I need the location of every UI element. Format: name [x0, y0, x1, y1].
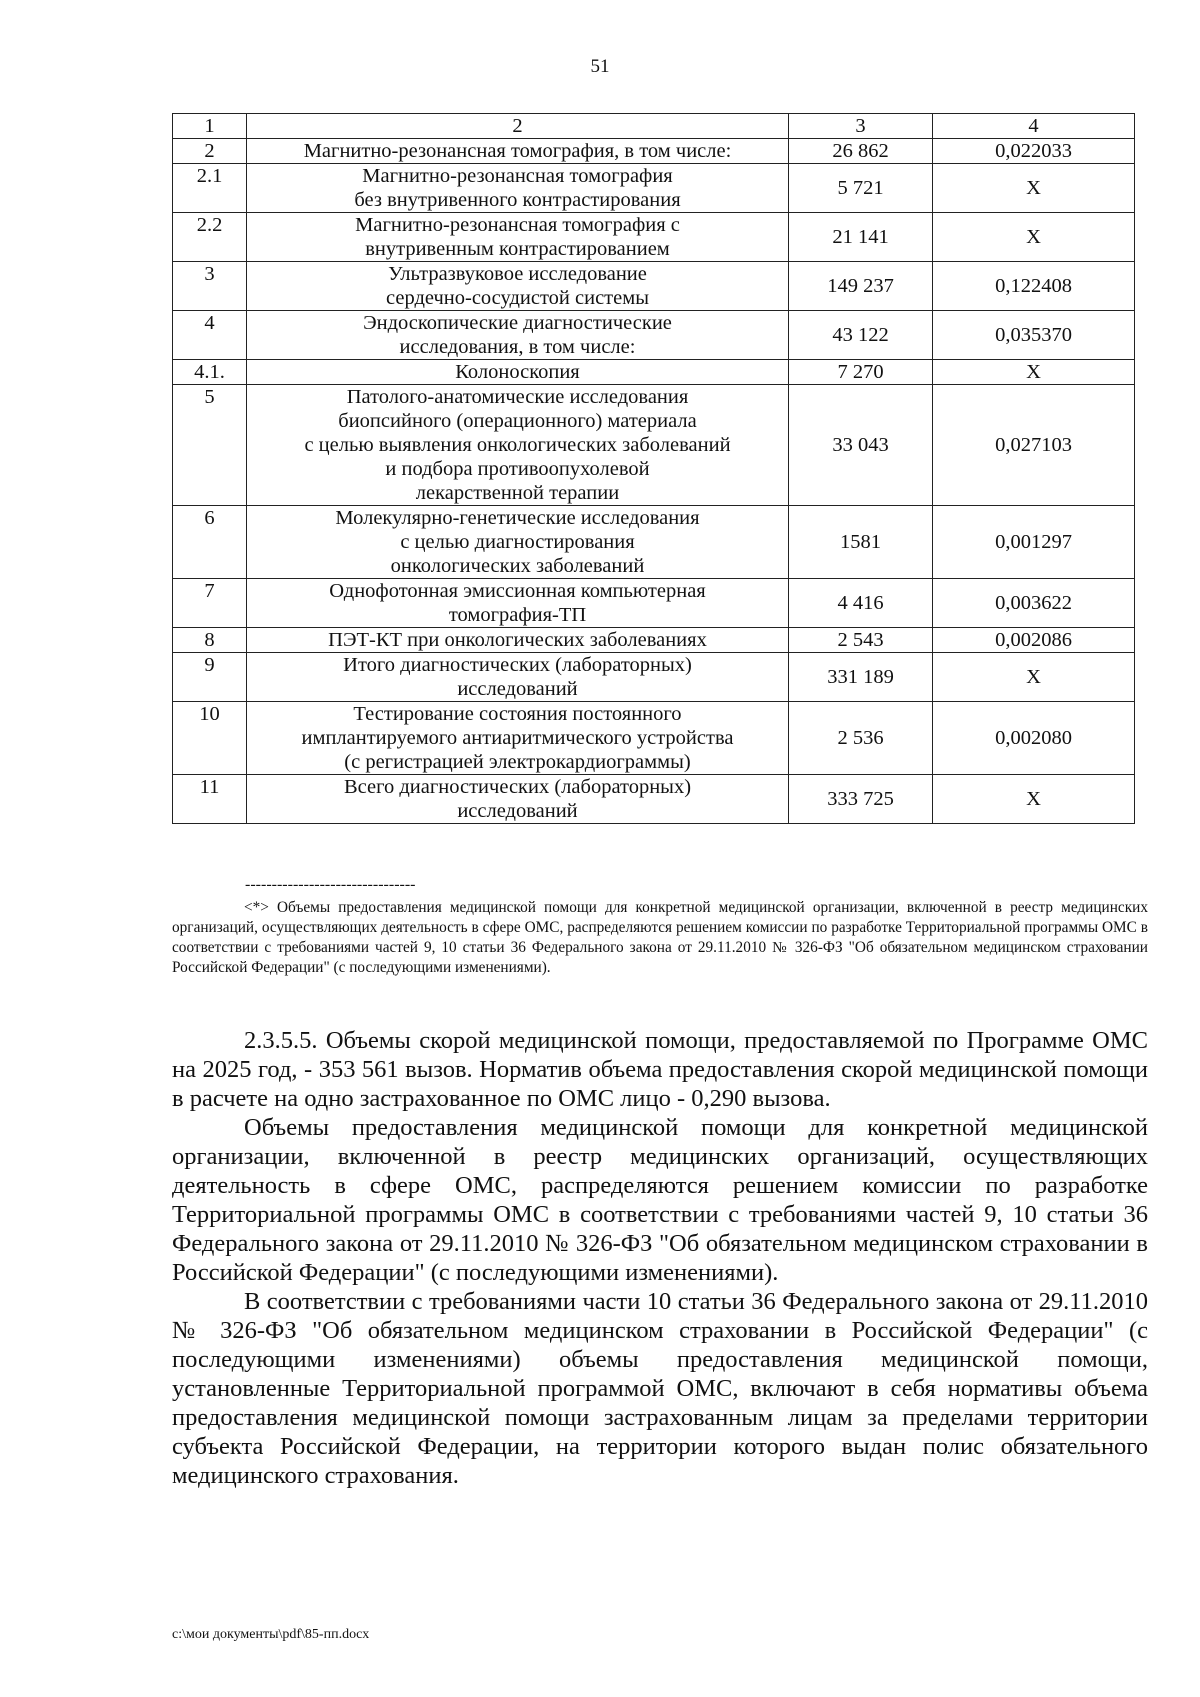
row-number-cell: 4.1. [173, 360, 247, 385]
row-value-cell: 26 862 [789, 139, 933, 164]
footer-file-path: c:\мои документы\pdf\85-пп.docx [172, 1627, 370, 1642]
table-row [173, 385, 1135, 506]
table-row [173, 702, 1135, 775]
paragraph-legal-requirements: В соответствии с требованиями части 10 статьи 36 Федерального закона от 29.11.2010 № 326-ФЗ "Об обязательном медицинском страховании в Российской Федерации" (с последующими изменениями) объемы предоставления медицинской помощи, установленные Территориальной программой ОМС, включают в себя нормативы объема предоставления медицинской помощи застрахованным лицам за пределами территории субъекта Российской Федерации, на территории которого выдан полис обязательного медицинского страхования. [172, 1288, 1148, 1489]
row-rate-cell: 0,022033 [933, 139, 1135, 164]
row-rate-cell: X [933, 775, 1135, 824]
table-row [173, 506, 1135, 579]
data-table [172, 113, 1135, 824]
table-row [173, 213, 1135, 262]
row-name-cell: Всего диагностических (лабораторных) исследований [247, 775, 789, 824]
table-row [173, 139, 1135, 164]
row-name-cell: Тестирование состояния постоянного имплантируемого антиаритмического устройства (с регистрацией электрокардиограммы) [247, 702, 789, 775]
row-name-cell: Ультразвуковое исследование сердечно-сосудистой системы [247, 262, 789, 311]
table-row [173, 628, 1135, 653]
row-number-cell: 5 [173, 385, 247, 506]
row-number-cell: 7 [173, 579, 247, 628]
row-name-cell: Молекулярно-генетические исследования с целью диагностирования онкологических заболеваний [247, 506, 789, 579]
row-name-cell: Магнитно-резонансная томография, в том числе: [247, 139, 789, 164]
row-name-cell: Однофотонная эмиссионная компьютерная томография-ТП [247, 579, 789, 628]
row-name-cell: Патолого-анатомические исследования биопсийного (операционного) материала с целью выявления онкологических заболеваний и подбора противоопухолевой лекарственной терапии [247, 385, 789, 506]
paragraph-volume-distribution: Объемы предоставления медицинской помощи для конкретной медицинской организации, включенной в реестр медицинских организаций, осуществляющих деятельность в сфере ОМС, распределяются решением комиссии по разработке Территориальной программы ОМС в соответствии с требованиями частей 9, 10 статьи 36 Федерального закона от 29.11.2010 № 326-ФЗ "Об обязательном медицинском страховании в Российской Федерации" (с последующими изменениями). [172, 1114, 1148, 1286]
row-rate-cell: 0,122408 [933, 262, 1135, 311]
row-name-cell: Эндоскопические диагностические исследования, в том числе: [247, 311, 789, 360]
row-number-cell: 11 [173, 775, 247, 824]
table-header-cell: 4 [933, 114, 1135, 139]
row-number-cell: 8 [173, 628, 247, 653]
table-row [173, 775, 1135, 824]
table-row [173, 653, 1135, 702]
row-value-cell: 33 043 [789, 385, 933, 506]
table-header-cell: 1 [173, 114, 247, 139]
row-number-cell: 9 [173, 653, 247, 702]
table-row [173, 164, 1135, 213]
row-number-cell: 6 [173, 506, 247, 579]
paragraph-ambulance-volume: 2.3.5.5. Объемы скорой медицинской помощи, предоставляемой по Программе ОМС на 2025 год, - 353 561 вызов. Норматив объема предоставления скорой медицинской помощи в расчете на одно застрахованное по ОМС лицо - 0,290 вызова. [172, 1027, 1148, 1112]
row-number-cell: 2 [173, 139, 247, 164]
row-rate-cell: 0,027103 [933, 385, 1135, 506]
row-name-cell: ПЭТ-КТ при онкологических заболеваниях [247, 628, 789, 653]
row-number-cell: 2.2 [173, 213, 247, 262]
row-rate-cell: X [933, 213, 1135, 262]
row-rate-cell: X [933, 653, 1135, 702]
row-rate-cell: X [933, 164, 1135, 213]
footnote-separator: -------------------------------- [245, 876, 416, 893]
row-rate-cell: 0,035370 [933, 311, 1135, 360]
row-rate-cell: X [933, 360, 1135, 385]
row-value-cell: 5 721 [789, 164, 933, 213]
row-rate-cell: 0,002080 [933, 702, 1135, 775]
row-name-cell: Магнитно-резонансная томография с внутривенным контрастированием [247, 213, 789, 262]
table-header-row [173, 114, 1135, 139]
row-name-cell: Магнитно-резонансная томография без внутривенного контрастирования [247, 164, 789, 213]
table-header-cell: 3 [789, 114, 933, 139]
row-value-cell: 4 416 [789, 579, 933, 628]
row-value-cell: 21 141 [789, 213, 933, 262]
table-header-cell: 2 [247, 114, 789, 139]
footnote: <*> Объемы предоставления медицинской помощи для конкретной медицинской организации, включенной в реестр медицинских организаций, осуществляющих деятельность в сфере ОМС, распределяются решением комиссии по разработке Территориальной программы ОМС в соответствии с требованиями частей 9, 10 статьи 36 Федерального закона от 29.11.2010 № 326-ФЗ "Об обязательном медицинском страховании Российской Федерации" (с последующими изменениями). [172, 899, 1148, 976]
table-row [173, 262, 1135, 311]
row-name-cell: Колоноскопия [247, 360, 789, 385]
row-name-cell: Итого диагностических (лабораторных) исследований [247, 653, 789, 702]
row-value-cell: 1581 [789, 506, 933, 579]
row-number-cell: 10 [173, 702, 247, 775]
table-row [173, 360, 1135, 385]
row-number-cell: 4 [173, 311, 247, 360]
table-row [173, 311, 1135, 360]
row-value-cell: 2 536 [789, 702, 933, 775]
row-value-cell: 43 122 [789, 311, 933, 360]
row-value-cell: 2 543 [789, 628, 933, 653]
row-rate-cell: 0,003622 [933, 579, 1135, 628]
body-text [172, 1026, 1148, 1490]
row-value-cell: 331 189 [789, 653, 933, 702]
table-row [173, 579, 1135, 628]
row-value-cell: 7 270 [789, 360, 933, 385]
row-rate-cell: 0,002086 [933, 628, 1135, 653]
volumes-table [172, 113, 1134, 824]
row-value-cell: 333 725 [789, 775, 933, 824]
row-number-cell: 2.1 [173, 164, 247, 213]
page-number: 51 [590, 56, 610, 77]
row-value-cell: 149 237 [789, 262, 933, 311]
row-number-cell: 3 [173, 262, 247, 311]
row-rate-cell: 0,001297 [933, 506, 1135, 579]
